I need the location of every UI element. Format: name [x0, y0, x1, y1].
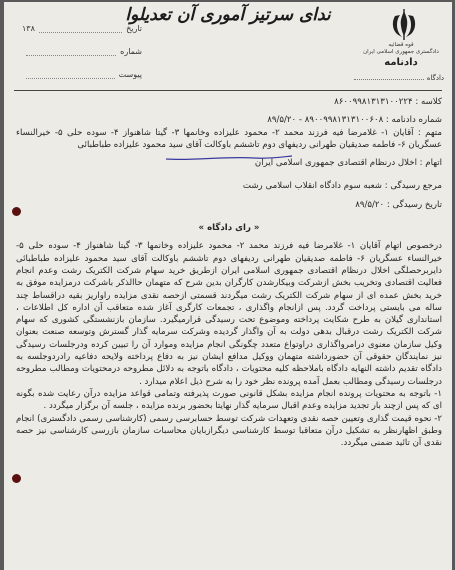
ruling-paragraph: ۲- نحوه قیمت گذاری وتعیین حصه نقدی وتعهدات شرکت توسط حسابرسی رسمی (کارشناسی رسمی دادگستری) انجام وطبق اظهارنظر به تشکیل درآن متعاقبا توسط کارشناسی دیگرازبایان محاسبات سازمان بازرسی کارشناسی نیز حصه نقدی آن تائید ضمنی میگردد. [16, 413, 442, 449]
header-motto: ندای سرتیز آموری آن تعدیلوا [125, 5, 331, 25]
number-field [22, 40, 142, 63]
hearing-date-line: تاریخ رسیدگی : ۸۹/۵/۲۰ [355, 199, 442, 210]
org-line-2: دادگستری جمهوری اسلامی ایران [363, 49, 439, 55]
signature-underline [164, 153, 294, 163]
date-line [39, 17, 122, 33]
date-field [22, 17, 142, 40]
class-number: کلاسه : ۸۶۰۰۹۹۸۱۳۱۳۱۰۰۲۲۴ [334, 97, 442, 107]
attachment-field [22, 63, 142, 86]
org-line-1: قوه قضائیه [388, 42, 414, 48]
court-field [324, 74, 444, 82]
authority-line: مرجع رسیدگی : شعبه سوم دادگاه انقلاب اسلامی رشت [242, 181, 442, 192]
number-line [26, 40, 116, 56]
binder-hole [12, 474, 21, 483]
ruling-paragraph: ۱- باتوجه به محتویات پرونده انجام مزایده بشکل قانونی صورت پذیرفته وتمامی قواعد مزایده درآن رعایت شده بگونه ای که پس ازچند بار تجدید مزایده وعدم اقبال سرمایه گذار نهایتا بحضور برنده مزایده ، جلسه آن برگزار میگردد . [16, 388, 442, 412]
court-value-line [354, 79, 424, 80]
doc-type-title: دادنامه [384, 57, 418, 68]
header-fields [22, 17, 142, 86]
verdict-number: شماره دادنامه : ۸۹۰۰۹۹۸۱۳۱۳۱۰۰۶۰۸ - ۸۹/۵/۲۰ [267, 115, 442, 126]
attachment-label: پیوست [118, 70, 142, 79]
accused-list: متهم : آقایان ۱- غلامرضا فیه فرزند محمد ۲- محمود علیزاده وخانمها ۳- گیتا شاهنواز ۴- سوده حلی ۵- خیرالنساء عسگریان ۶- فاطمه صدیقیان طهرانی ردیفهای دوم تاششم باوکالت آقای سید محمود علیزاده طباطبائی [16, 127, 442, 150]
header-divider [14, 90, 442, 91]
organization-block [356, 42, 446, 56]
date-value: ۱۳۸ [22, 24, 35, 33]
attachment-line [26, 63, 115, 79]
date-label: تاریخ [126, 24, 142, 33]
ruling-title: « رای دادگاه » [198, 223, 260, 234]
verdict-document [4, 2, 452, 570]
court-label: دادگاه [426, 74, 444, 82]
number-label: شماره [120, 47, 142, 56]
ruling-paragraph: درخصوص اتهام آقایان ۱- غلامرضا فیه فرزند محمد ۲- محمود علیزاده وخانمها ۳- گیتا شاهنواز ۴- سوده حلی ۵- خیرالنساء عسگریان ۶- فاطمه صدیقیان طهرانی ردیفهای دوم تاششم باوکالت آقای سید محمود علیزاده طباطبائی دایربرحصلگی اخلال درنظام اقتصادی جمهوری اسلامی ایران ازطریق خرید سهام شرکت الکتریک رشت وعدم انجام فعالیت اقتصادی وتخریب بخش ازشرکت وبیکارشدن کارگران بدین شرح که متهمان حاالذکر باشرکت درمزایده موفق به خرید بخش عمده ای از سهام شرکت الکتریک رشت میگردند قسمتی ازحصه نقدی مزایده راواریز بقیه دراقساط چند ساله می بایستی پرداخت گردد. پس ازانجام واگذاری ، تجمعات کارگری آغاز شده متعاقب آن اداره کل اطلاعات ، استانداری گیلان به طرح شکایت پرداخته وموضوع تحت رسیدگی قرارمیگیرد. سازمان بازنشستگی کشوری که سهام شرکت الکتریک رشت درقبال بدهی دولت به آن واگذار گردیده وشرکت سرمایه گذار گسترش وتوسعه صنعت بعنوان وکیل سازمان معنوی درامرواگذاری دراوتواع متعدد چگونگی انجام مزایده وموارد آن را تبیین کرده ودرجلسات رسیدگی نیز نمایندگان حقوقی آن حضورداشته متهمان ووکیل مدافع ایشان نیز به دفاع پرداخته ولایحه دفاعیه رادردوجلسه به دادگاه تقدیم داشته النهایه دادگاه باملاحظه کلیه محتویات ، دادگاه باتوجه به دلائل مطروحه درمحتویات ومطالب مطروحه درجلسات رسیدگی ومطالب بعمل آمده پرونده نظر خود را به شرح ذیل اعلام میدارد . [16, 241, 443, 387]
charge-line: اتهام : اخلال درنظام اقتصادی جمهوری اسلامی ایران [254, 158, 442, 169]
document-body [16, 96, 442, 449]
